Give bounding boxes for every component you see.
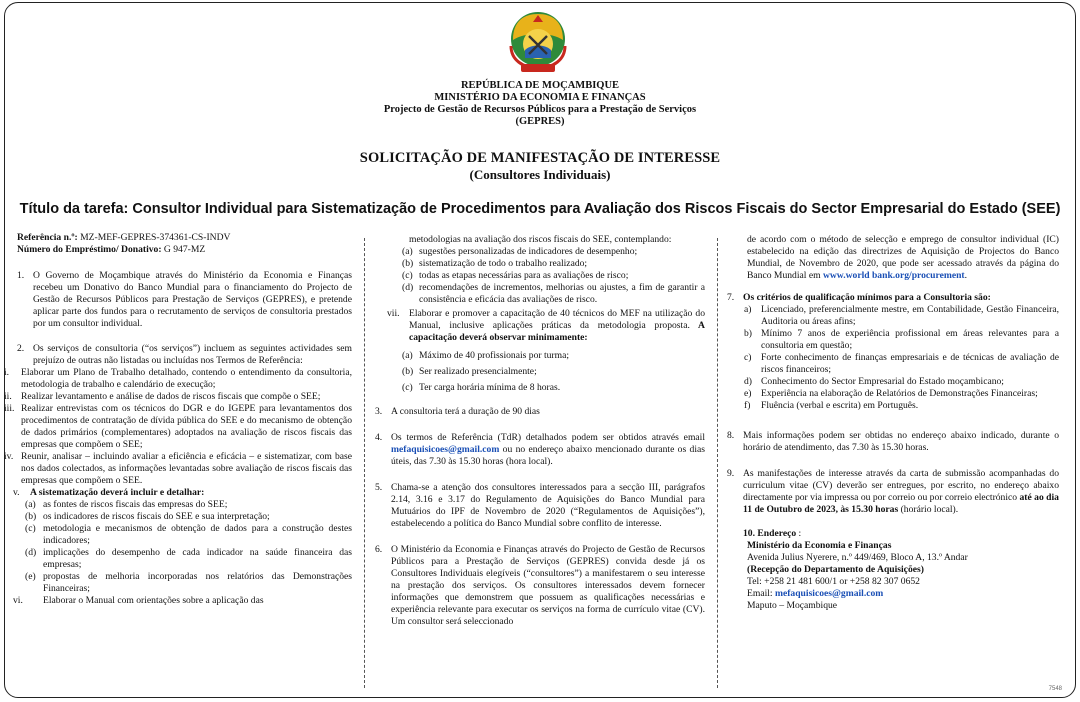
document-title: SOLICITAÇÃO DE MANIFESTAÇÃO DE INTERESSE: [359, 150, 721, 166]
ministry-name: MINISTÉRIO DA ECONOMIA E FINANÇAS: [434, 92, 646, 103]
reference-line: Referência n.º: MZ-MEF-GEPRES-374361-CS-INDV: [17, 232, 231, 243]
paragraph-2: 2. Os serviços de consultoria (“os serviços”) incluem as seguintes actividades sem prejuízo de outras não listadas ou incluídas nos Termos de Referência:: [17, 343, 352, 366]
email-link[interactable]: mefaquisicoes@gmail.com: [774, 588, 884, 599]
sub-item: (b) sistematização de todo o trabalho realizado;: [402, 258, 588, 269]
address-heading: 10. Endereço: [743, 528, 797, 539]
activity-item: iv. Reunir, analisar – incluindo avaliar a eficiência e eficácia – e sistematizar, com base nos dados colectados, as informações levantadas sobre avaliação de riscos fiscais das empresas que compõem o SEE.: [4, 451, 352, 486]
document-subtitle: (Consultores Individuais): [469, 167, 611, 182]
sub-item: (e) propostas de melhoria incorporadas nos relatórios das Demonstrações Financeiras;: [25, 571, 352, 594]
column-divider-1: [364, 238, 365, 688]
paragraph-9: 9. As manifestações de interesse através da carta de submissão acompanhadas do curriculum vitae (CV) deverão ser entregues, por escrito, no endereço abaixo directamente por via impressa ou por correio ou por correio electrónico até ao dia 11 de Outubro de 2023, às 15.30 horas (horário local).: [727, 468, 1059, 515]
paragraph-6: 6. O Ministério da Economia e Finanças através do Projecto de Gestão de Recursos Públicos para a Prestação de Serviços (GEPRES) convida desde já os Consultores Individuais elegíveis (“consultores”) a manifestarem o seu interesse na prestação dos serviços. Os consultores interessados devem fornecer informações que demonstrem que possuem as qualificações necessárias e experiência relevante para executar os serviços na forma de currículo vitae (CV). Um consultor será seleccionado: [375, 544, 705, 627]
criteria-item: a) Licenciado, preferencialmente mestre, em Contabilidade, Gestão Financeira, Auditoria ou áreas afins;: [744, 304, 1059, 327]
column-2: [375, 234, 705, 628]
sub-item: (d) recomendações de incrementos, melhorias ou ajustes, a fim de garantir a consistência e eficácia das avaliações de risco.: [402, 282, 705, 305]
criteria-item: c) Forte conhecimento de finanças empresariais e de técnicas de avaliação de riscos financeiros;: [744, 352, 1059, 375]
activity-item: iii. Realizar entrevistas com os técnicos do DGR e do IGEPE para levantamentos dos procedimentos de contratação de dívida pública do SEE e do mecanismo de obtenção de dados primários (complementares) adoptados na avaliação de riscos fiscais das empresas que compõem o SEE;: [4, 403, 352, 450]
paragraph-5: 5. Chama-se a atenção dos consultores interessados para a secção III, parágrafos 2.14, 3.16 e 3.17 do Regulamento de Aquisições do Banco Mundial para Mutuários do IPF de Novembro de 2020 (“Regulamentos de Aquisições”), estabelecendo a política do Banco Mundial sobre conflito de interesse.: [375, 482, 705, 529]
activity-item: vii. Elaborar e promover a capacitação de 40 técnicos do MEF na utilização do Manual, inclusive aplicações práticas da metodologia proposta. A capacitação deverá observar minimamente:: [387, 308, 705, 343]
criteria-item: d) Conhecimento do Sector Empresarial do Estado moçambicano;: [744, 376, 1004, 387]
address-department: (Recepção do Departamento de Aquisições): [747, 564, 924, 575]
criteria-item: e) Experiência na elaboração de Relatórios de Demonstrações Financeiras;: [744, 388, 1038, 399]
sub-item: (c) metodologia e mecanismos de obtenção de dados para a construção destes indicadores;: [25, 523, 352, 546]
country-name: REPÚBLICA DE MOÇAMBIQUE: [460, 80, 620, 91]
sub-item: (b) Ser realizado presencialmente;: [402, 366, 537, 377]
loan-number-line: Número do Empréstimo/ Donativo: G 947-MZ: [17, 244, 206, 255]
column-divider-2: [717, 238, 718, 688]
address-street: Avenida Julius Nyerere, n.º 449/469, Bloco A, 13.º Andar: [747, 552, 968, 563]
column-3: [727, 234, 1059, 612]
criteria-item: f) Fluência (verbal e escrita) em Português.: [744, 400, 919, 411]
document-code: 7548: [1048, 686, 1062, 692]
criteria-item: b) Mínimo 7 anos de experiência profissional em áreas relevantes para a consultoria em questão;: [744, 328, 1059, 351]
sub-item: (d) implicações do desempenho de cada indicador na saúde financeira das empresas;: [25, 547, 352, 570]
address-block: 10. Endereço : Ministério da Economia e Finanças Avenida Julius Nyerere, n.º 449/469, Bloco A, 13.º Andar (Recepção do Departamento de Aquisições) Tel: +258 21 481 600/1 or +258 82 307 0652 Email: mefaquisicoes@gmail.com Maputo – Moçambique: [727, 528, 1059, 612]
paragraph-8: 8. Mais informações podem ser obtidas no endereço abaixo indicado, durante o horário de atendimento, das 7.30 às 15.30 horas.: [727, 430, 1059, 453]
address-phone: Tel: +258 21 481 600/1 or +258 82 307 0652: [747, 576, 920, 587]
paragraph-1: 1. O Governo de Moçambique através do Ministério da Economia e Finanças recebeu um Donativo do Banco Mundial para o financiamento do Projecto de Gestão de Recursos Públicos para Prestação de Serviços (GEPRES), e pretende aplicar parte dos fundos para o recrutamento de serviços de consultoria prestados por um consultor individual.: [17, 270, 352, 329]
sub-item: (a) as fontes de riscos fiscais das empresas do SEE;: [25, 499, 228, 510]
paragraph-3: 3. A consultoria terá a duração de 90 dias: [375, 406, 540, 417]
sub-item: (c) todas as etapas necessárias para as avaliações de risco;: [402, 270, 629, 281]
continuation-text: metodologias na avaliação dos riscos fiscais do SEE, contemplando:: [409, 234, 672, 245]
column-1: [4, 232, 352, 607]
address-email: Email: mefaquisicoes@gmail.com: [747, 588, 884, 599]
paragraph-7: 7. Os critérios de qualificação mínimos para a Consultoria são:: [727, 292, 991, 303]
mozambique-emblem: [505, 6, 571, 78]
sub-item: (a) sugestões personalizadas de indicadores de desempenho;: [402, 246, 638, 257]
sub-item: (a) Máximo de 40 profissionais por turma;: [402, 350, 570, 361]
procurement-link[interactable]: www.world bank.org/procurement: [822, 270, 965, 281]
sub-item: (c) Ter carga horária mínima de 8 horas.: [402, 382, 561, 393]
address-ministry: Ministério da Economia e Finanças: [747, 540, 892, 551]
address-city: Maputo – Moçambique: [747, 600, 838, 611]
project-name: Projecto de Gestão de Recursos Públicos para a Prestação de Serviços: [383, 104, 697, 115]
task-title: Título da tarefa: Consultor Individual para Sistematização de Procedimentos para Avaliação dos Riscos Fiscais do Sector Empresarial do Estado (SEE): [19, 201, 1061, 217]
activity-item: ii. Realizar levantamento e análise de dados de riscos fiscais que compõe o SEE;: [4, 391, 321, 402]
project-acronym: (GEPRES): [515, 116, 565, 127]
sub-item: (b) os indicadores de riscos fiscais do SEE e sua interpretação;: [25, 511, 270, 522]
activity-item: v. A sistematização deverá incluir e detalhar:: [13, 487, 205, 498]
email-link[interactable]: mefaquisicoes@gmail.com: [391, 444, 500, 455]
activity-item: vi. Elaborar o Manual com orientações sobre a aplicação das: [13, 595, 264, 606]
paragraph-4: 4. Os termos de Referência (TdR) detalhados podem ser obtidos através email mefaquisicoes@gmail.com ou no endereço abaixo mencionado durante os dias úteis, das 7.30 às 15.30 horas (hora local).: [375, 432, 705, 467]
activity-item: i. Elaborar um Plano de Trabalho detalhado, contendo o entendimento da consultoria, metodologia de trabalho e calendário de execução;: [4, 367, 352, 390]
continuation-text: de acordo com o método de selecção e emprego de consultor individual (IC) estabelecido na edição das directrizes de Aquisição de Projectos do Banco Mundial, de Novembro de 2020, que pode ser acessado através da página do Banco Mundial em www.world bank.org/procurement.: [747, 234, 1059, 281]
